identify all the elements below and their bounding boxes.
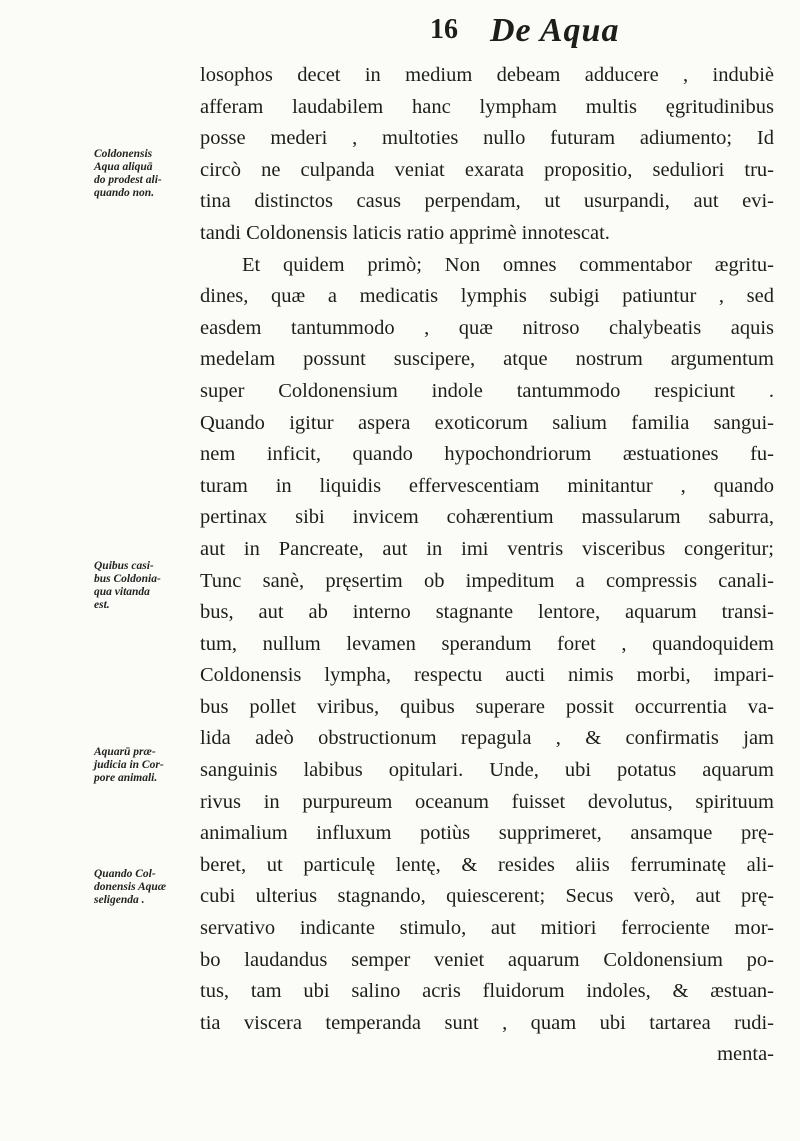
running-title: De Aqua [490,12,620,49]
text-line: afferam laudabilem hanc lympham multis ęgritudinibus [200,95,774,118]
text-line: circò ne culpanda veniat exarata propositio, seduliori tru- [200,158,774,181]
marginal-note-line: Aqua aliquā [94,161,153,173]
text-line: nem inficit, quando hypochondriorum æstuationes fu- [200,443,774,466]
text-line: turam in liquidis effervescentiam minitantur , quando [200,474,774,497]
text-line: easdem tantummodo , quæ nitroso chalybeatis aquis [200,316,774,339]
text-line: losophos decet in medium debeam adducere , indubiè [200,64,774,86]
text-line: bus pollet viribus, quibus superare possit occurrentia va- [200,695,774,718]
text-line: Et quidem primò; Non omnes commentabor ægritu- [242,253,774,276]
marginal-note-line: judicia in Cor- [94,759,164,771]
text-line: posse mederi , multoties nullo futuram adiumento; Id [200,127,774,150]
text-line: medelam possunt suscipere, atque nostrum argumentum [200,348,774,371]
marginal-note-line: quando non. [94,187,155,199]
marginal-note-line: do prodest ali- [94,174,162,186]
catchword: menta- [717,1043,774,1066]
marginal-note-line: pore animali. [94,772,158,784]
marginal-note-line: est. [94,599,110,611]
text-line: rivus in purpureum oceanum fuisset devolutus, spirituum [200,790,774,813]
text-line: Coldonensis lympha, respectu aucti nimis morbi, impari- [200,664,774,687]
text-line: pertinax sibi invicem cohærentium massularum saburra, [200,506,774,529]
text-line: bo laudandus semper veniet aquarum Coldonensium po- [200,948,774,971]
text-line: aut in Pancreate, aut in imi ventris visceribus congeritur; [200,537,774,560]
page-number: 16 [430,14,458,45]
text-line: tina distinctos casus perpendam, ut usurpandi, aut evi- [200,190,774,213]
text-line: tia viscera temperanda sunt , quam ubi tartarea rudi- [200,1011,774,1034]
marginal-note [94,868,202,907]
text-line: servativo indicante stimulo, aut mitiori ferrociente mor- [200,917,774,940]
marginal-note-line: bus Coldonia- [94,573,161,585]
text-line: Quando igitur aspera exoticorum salium familia sangui- [200,411,774,434]
text-line: bus, aut ab interno stagnante lentore, aquarum transi- [200,601,774,624]
page-header [0,12,800,62]
text-line: tus, tam ubi salino acris fluidorum indoles, & æstuan- [200,980,774,1003]
marginal-note [94,746,202,785]
text-line: lida adeò obstructionum repagula , & confirmatis jam [200,727,774,750]
marginal-note [94,560,202,612]
marginal-note-line: Aquarū præ- [94,746,156,758]
marginal-note-line: seligenda . [94,894,145,906]
body-text [200,60,774,1071]
marginal-note-line: qua vitanda [94,586,150,598]
text-line: animalium influxum potiùs supprimeret, ansamque prę- [200,822,774,845]
marginal-note [94,148,202,200]
text-line: beret, ut particulę lentę, & resides aliis ferruminatę ali- [200,853,774,876]
text-line: super Coldonensium indole tantummodo respiciunt . [200,379,774,402]
text-line: cubi ulterius stagnando, quiescerent; Secus verò, aut prę- [200,885,774,908]
text-line: tum, nullum levamen sperandum foret , quandoquidem [200,632,774,655]
text-line: Tunc sanè, pręsertim ob impeditum a compressis canali- [200,569,774,592]
marginal-note-line: Quibus casi- [94,560,154,572]
text-line: tandi Coldonensis laticis ratio apprimè innotescat. [200,221,610,244]
text-line: sanguinis labibus opitulari. Unde, ubi potatus aquarum [200,759,774,782]
marginal-note-line: Coldonensis [94,148,153,160]
marginal-note-line: Quando Col- [94,868,156,880]
text-line: dines, quæ a medicatis lymphis subigi patiuntur , sed [200,285,774,308]
marginal-note-line: donensis Aquæ [94,881,167,893]
